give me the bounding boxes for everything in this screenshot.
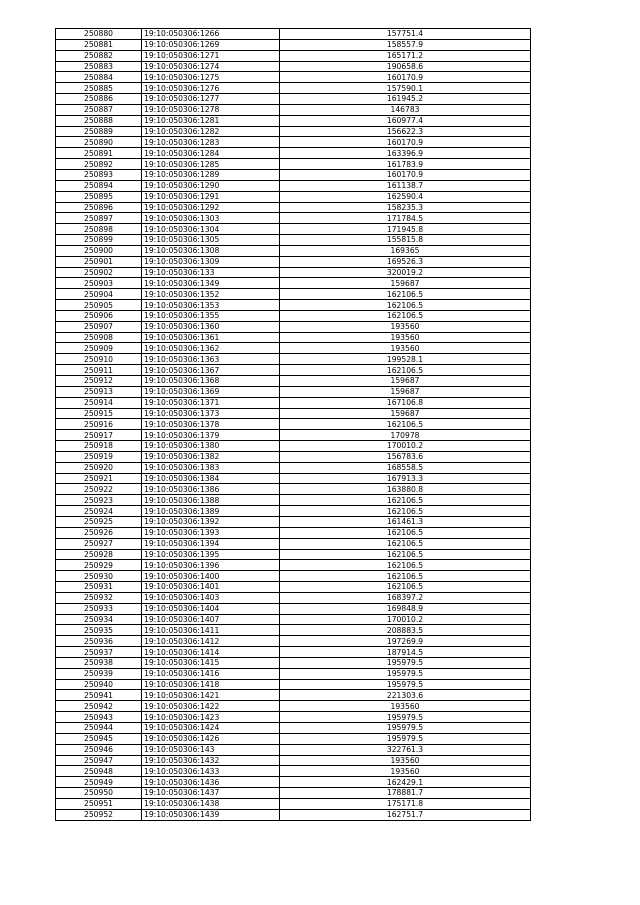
data-table bbox=[55, 28, 531, 821]
value-cell: 162106.5 bbox=[280, 300, 531, 311]
value-cell: 162106.5 bbox=[280, 310, 531, 321]
cadastral-number-cell: 19:10:050306:1436 bbox=[142, 777, 280, 788]
cadastral-number-cell: 19:10:050306:1393 bbox=[142, 527, 280, 538]
cadastral-number-cell: 19:10:050306:1368 bbox=[142, 376, 280, 387]
value-cell: 159687 bbox=[280, 408, 531, 419]
cadastral-number-cell: 19:10:050306:1290 bbox=[142, 180, 280, 191]
table-row bbox=[56, 224, 531, 235]
cadastral-number-cell: 19:10:050306:1278 bbox=[142, 104, 280, 115]
cadastral-number-cell: 19:10:050306:1282 bbox=[142, 126, 280, 137]
cadastral-number-cell: 19:10:050306:1379 bbox=[142, 430, 280, 441]
cadastral-number-cell: 19:10:050306:1292 bbox=[142, 202, 280, 213]
cadastral-number-cell: 19:10:050306:1309 bbox=[142, 256, 280, 267]
record-number-cell: 250882 bbox=[56, 50, 142, 61]
value-cell: 162106.5 bbox=[280, 289, 531, 300]
table-row bbox=[56, 159, 531, 170]
cadastral-number-cell: 19:10:050306:1369 bbox=[142, 386, 280, 397]
cadastral-number-cell: 19:10:050306:1396 bbox=[142, 560, 280, 571]
cadastral-number-cell: 19:10:050306:1421 bbox=[142, 690, 280, 701]
cadastral-number-cell: 19:10:050306:1373 bbox=[142, 408, 280, 419]
cadastral-number-cell: 19:10:050306:1371 bbox=[142, 397, 280, 408]
value-cell: 162106.5 bbox=[280, 495, 531, 506]
value-cell: 169848.9 bbox=[280, 603, 531, 614]
table-row bbox=[56, 126, 531, 137]
record-number-cell: 250907 bbox=[56, 321, 142, 332]
record-number-cell: 250909 bbox=[56, 343, 142, 354]
table-row bbox=[56, 462, 531, 473]
value-cell: 221303.6 bbox=[280, 690, 531, 701]
table-row bbox=[56, 213, 531, 224]
record-number-cell: 250893 bbox=[56, 169, 142, 180]
value-cell: 162106.5 bbox=[280, 538, 531, 549]
record-number-cell: 250948 bbox=[56, 766, 142, 777]
cadastral-number-cell: 19:10:050306:1353 bbox=[142, 300, 280, 311]
cadastral-number-cell: 19:10:050306:1388 bbox=[142, 495, 280, 506]
table-row bbox=[56, 169, 531, 180]
table-row bbox=[56, 278, 531, 289]
value-cell: 156783.6 bbox=[280, 451, 531, 462]
record-number-cell: 250903 bbox=[56, 278, 142, 289]
record-number-cell: 250937 bbox=[56, 647, 142, 658]
record-number-cell: 250917 bbox=[56, 430, 142, 441]
cadastral-number-cell: 19:10:050306:1392 bbox=[142, 516, 280, 527]
value-cell: 161783.9 bbox=[280, 159, 531, 170]
record-number-cell: 250939 bbox=[56, 668, 142, 679]
table-row bbox=[56, 419, 531, 430]
value-cell: 159687 bbox=[280, 376, 531, 387]
record-number-cell: 250916 bbox=[56, 419, 142, 430]
table-row bbox=[56, 235, 531, 246]
cadastral-number-cell: 19:10:050306:1274 bbox=[142, 61, 280, 72]
cadastral-number-cell: 19:10:050306:1303 bbox=[142, 213, 280, 224]
value-cell: 199528.1 bbox=[280, 354, 531, 365]
record-number-cell: 250897 bbox=[56, 213, 142, 224]
record-number-cell: 250920 bbox=[56, 462, 142, 473]
value-cell: 169526.3 bbox=[280, 256, 531, 267]
record-number-cell: 250888 bbox=[56, 115, 142, 126]
value-cell: 195979.5 bbox=[280, 733, 531, 744]
table-row bbox=[56, 712, 531, 723]
value-cell: 160170.9 bbox=[280, 72, 531, 83]
record-number-cell: 250911 bbox=[56, 365, 142, 376]
cadastral-number-cell: 19:10:050306:1285 bbox=[142, 159, 280, 170]
value-cell: 162106.5 bbox=[280, 560, 531, 571]
table-row bbox=[56, 115, 531, 126]
table-row bbox=[56, 289, 531, 300]
cadastral-number-cell: 19:10:050306:1363 bbox=[142, 354, 280, 365]
value-cell: 161138.7 bbox=[280, 180, 531, 191]
cadastral-number-cell: 19:10:050306:1415 bbox=[142, 657, 280, 668]
record-number-cell: 250884 bbox=[56, 72, 142, 83]
table-row bbox=[56, 408, 531, 419]
record-number-cell: 250942 bbox=[56, 701, 142, 712]
cadastral-number-cell: 19:10:050306:1389 bbox=[142, 506, 280, 517]
table-row bbox=[56, 310, 531, 321]
record-number-cell: 250885 bbox=[56, 83, 142, 94]
value-cell: 195979.5 bbox=[280, 668, 531, 679]
record-number-cell: 250946 bbox=[56, 744, 142, 755]
table-row bbox=[56, 690, 531, 701]
record-number-cell: 250929 bbox=[56, 560, 142, 571]
table-row bbox=[56, 39, 531, 50]
value-cell: 168397.2 bbox=[280, 592, 531, 603]
value-cell: 162751.7 bbox=[280, 809, 531, 820]
table-row bbox=[56, 202, 531, 213]
record-number-cell: 250935 bbox=[56, 625, 142, 636]
value-cell: 195979.5 bbox=[280, 657, 531, 668]
record-number-cell: 250949 bbox=[56, 777, 142, 788]
cadastral-number-cell: 19:10:050306:1438 bbox=[142, 798, 280, 809]
table-row bbox=[56, 679, 531, 690]
value-cell: 160977.4 bbox=[280, 115, 531, 126]
table-row bbox=[56, 451, 531, 462]
record-number-cell: 250952 bbox=[56, 809, 142, 820]
cadastral-number-cell: 19:10:050306:1404 bbox=[142, 603, 280, 614]
record-number-cell: 250894 bbox=[56, 180, 142, 191]
value-cell: 171784.5 bbox=[280, 213, 531, 224]
cadastral-number-cell: 19:10:050306:1361 bbox=[142, 332, 280, 343]
record-number-cell: 250880 bbox=[56, 29, 142, 40]
cadastral-number-cell: 19:10:050306:1362 bbox=[142, 343, 280, 354]
value-cell: 170010.2 bbox=[280, 441, 531, 452]
cadastral-number-cell: 19:10:050306:1414 bbox=[142, 647, 280, 658]
cadastral-number-cell: 19:10:050306:1412 bbox=[142, 636, 280, 647]
table-row bbox=[56, 354, 531, 365]
value-cell: 160170.9 bbox=[280, 169, 531, 180]
cadastral-number-cell: 19:10:050306:1305 bbox=[142, 235, 280, 246]
table-row bbox=[56, 332, 531, 343]
table-row bbox=[56, 83, 531, 94]
table-row bbox=[56, 245, 531, 256]
cadastral-number-cell: 19:10:050306:1266 bbox=[142, 29, 280, 40]
cadastral-number-cell: 19:10:050306:1439 bbox=[142, 809, 280, 820]
table-row bbox=[56, 582, 531, 593]
record-number-cell: 250943 bbox=[56, 712, 142, 723]
record-number-cell: 250900 bbox=[56, 245, 142, 256]
record-number-cell: 250924 bbox=[56, 506, 142, 517]
record-number-cell: 250890 bbox=[56, 137, 142, 148]
table-row bbox=[56, 137, 531, 148]
value-cell: 193560 bbox=[280, 701, 531, 712]
value-cell: 162106.5 bbox=[280, 419, 531, 430]
table-row bbox=[56, 527, 531, 538]
value-cell: 162106.5 bbox=[280, 527, 531, 538]
table-row bbox=[56, 376, 531, 387]
table-row bbox=[56, 809, 531, 820]
record-number-cell: 250915 bbox=[56, 408, 142, 419]
table-row bbox=[56, 267, 531, 278]
cadastral-number-cell: 19:10:050306:1378 bbox=[142, 419, 280, 430]
table-row bbox=[56, 798, 531, 809]
cadastral-number-cell: 19:10:050306:1401 bbox=[142, 582, 280, 593]
record-number-cell: 250904 bbox=[56, 289, 142, 300]
value-cell: 193560 bbox=[280, 321, 531, 332]
value-cell: 170010.2 bbox=[280, 614, 531, 625]
table-row bbox=[56, 733, 531, 744]
value-cell: 162106.5 bbox=[280, 582, 531, 593]
cadastral-number-cell: 19:10:050306:1418 bbox=[142, 679, 280, 690]
cadastral-number-cell: 19:10:050306:1360 bbox=[142, 321, 280, 332]
value-cell: 162429.1 bbox=[280, 777, 531, 788]
cadastral-number-cell: 19:10:050306:1283 bbox=[142, 137, 280, 148]
record-number-cell: 250947 bbox=[56, 755, 142, 766]
record-number-cell: 250889 bbox=[56, 126, 142, 137]
value-cell: 195979.5 bbox=[280, 723, 531, 734]
record-number-cell: 250919 bbox=[56, 451, 142, 462]
cadastral-number-cell: 19:10:050306:1437 bbox=[142, 788, 280, 799]
value-cell: 157590.1 bbox=[280, 83, 531, 94]
table-row bbox=[56, 657, 531, 668]
record-number-cell: 250927 bbox=[56, 538, 142, 549]
table-row bbox=[56, 788, 531, 799]
cadastral-number-cell: 19:10:050306:1424 bbox=[142, 723, 280, 734]
value-cell: 195979.5 bbox=[280, 679, 531, 690]
cadastral-number-cell: 19:10:050306:1269 bbox=[142, 39, 280, 50]
value-cell: 193560 bbox=[280, 343, 531, 354]
record-number-cell: 250899 bbox=[56, 235, 142, 246]
value-cell: 167106.8 bbox=[280, 397, 531, 408]
table-body bbox=[56, 29, 531, 821]
cadastral-number-cell: 19:10:050306:1395 bbox=[142, 549, 280, 560]
value-cell: 208883.5 bbox=[280, 625, 531, 636]
value-cell: 163396.9 bbox=[280, 148, 531, 159]
table-row bbox=[56, 538, 531, 549]
value-cell: 190658.6 bbox=[280, 61, 531, 72]
value-cell: 175171.8 bbox=[280, 798, 531, 809]
record-number-cell: 250925 bbox=[56, 516, 142, 527]
cadastral-number-cell: 19:10:050306:1277 bbox=[142, 94, 280, 105]
record-number-cell: 250934 bbox=[56, 614, 142, 625]
record-number-cell: 250918 bbox=[56, 441, 142, 452]
record-number-cell: 250896 bbox=[56, 202, 142, 213]
cadastral-number-cell: 19:10:050306:143 bbox=[142, 744, 280, 755]
value-cell: 322761.3 bbox=[280, 744, 531, 755]
table-row bbox=[56, 668, 531, 679]
table-row bbox=[56, 592, 531, 603]
value-cell: 158557.9 bbox=[280, 39, 531, 50]
table-row bbox=[56, 61, 531, 72]
record-number-cell: 250905 bbox=[56, 300, 142, 311]
table-row bbox=[56, 516, 531, 527]
cadastral-number-cell: 19:10:050306:1432 bbox=[142, 755, 280, 766]
record-number-cell: 250938 bbox=[56, 657, 142, 668]
record-number-cell: 250881 bbox=[56, 39, 142, 50]
table-row bbox=[56, 473, 531, 484]
value-cell: 159687 bbox=[280, 278, 531, 289]
record-number-cell: 250906 bbox=[56, 310, 142, 321]
cadastral-number-cell: 19:10:050306:1355 bbox=[142, 310, 280, 321]
table-row bbox=[56, 636, 531, 647]
value-cell: 146783 bbox=[280, 104, 531, 115]
value-cell: 158235.3 bbox=[280, 202, 531, 213]
record-number-cell: 250921 bbox=[56, 473, 142, 484]
cadastral-number-cell: 19:10:050306:1367 bbox=[142, 365, 280, 376]
cadastral-number-cell: 19:10:050306:1289 bbox=[142, 169, 280, 180]
record-number-cell: 250945 bbox=[56, 733, 142, 744]
record-number-cell: 250886 bbox=[56, 94, 142, 105]
value-cell: 193560 bbox=[280, 332, 531, 343]
value-cell: 193560 bbox=[280, 755, 531, 766]
record-number-cell: 250891 bbox=[56, 148, 142, 159]
cadastral-number-cell: 19:10:050306:1276 bbox=[142, 83, 280, 94]
record-number-cell: 250940 bbox=[56, 679, 142, 690]
value-cell: 193560 bbox=[280, 766, 531, 777]
value-cell: 168558.5 bbox=[280, 462, 531, 473]
record-number-cell: 250898 bbox=[56, 224, 142, 235]
table-row bbox=[56, 386, 531, 397]
record-number-cell: 250932 bbox=[56, 592, 142, 603]
value-cell: 157751.4 bbox=[280, 29, 531, 40]
table-row bbox=[56, 50, 531, 61]
table-row bbox=[56, 104, 531, 115]
table-row bbox=[56, 744, 531, 755]
record-number-cell: 250895 bbox=[56, 191, 142, 202]
record-number-cell: 250926 bbox=[56, 527, 142, 538]
table-row bbox=[56, 441, 531, 452]
record-number-cell: 250951 bbox=[56, 798, 142, 809]
value-cell: 155815.8 bbox=[280, 235, 531, 246]
table-row bbox=[56, 603, 531, 614]
cadastral-number-cell: 19:10:050306:1281 bbox=[142, 115, 280, 126]
table-row bbox=[56, 647, 531, 658]
value-cell: 162106.5 bbox=[280, 506, 531, 517]
cadastral-number-cell: 19:10:050306:133 bbox=[142, 267, 280, 278]
table-row bbox=[56, 94, 531, 105]
cadastral-number-cell: 19:10:050306:1426 bbox=[142, 733, 280, 744]
record-number-cell: 250930 bbox=[56, 571, 142, 582]
cadastral-number-cell: 19:10:050306:1386 bbox=[142, 484, 280, 495]
cadastral-number-cell: 19:10:050306:1384 bbox=[142, 473, 280, 484]
cadastral-number-cell: 19:10:050306:1382 bbox=[142, 451, 280, 462]
table-row bbox=[56, 256, 531, 267]
value-cell: 170978 bbox=[280, 430, 531, 441]
table-row bbox=[56, 495, 531, 506]
record-number-cell: 250883 bbox=[56, 61, 142, 72]
value-cell: 169365 bbox=[280, 245, 531, 256]
record-number-cell: 250910 bbox=[56, 354, 142, 365]
record-number-cell: 250914 bbox=[56, 397, 142, 408]
value-cell: 161945.2 bbox=[280, 94, 531, 105]
record-number-cell: 250887 bbox=[56, 104, 142, 115]
table-row bbox=[56, 321, 531, 332]
cadastral-number-cell: 19:10:050306:1380 bbox=[142, 441, 280, 452]
value-cell: 320019.2 bbox=[280, 267, 531, 278]
value-cell: 195979.5 bbox=[280, 712, 531, 723]
cadastral-number-cell: 19:10:050306:1383 bbox=[142, 462, 280, 473]
cadastral-number-cell: 19:10:050306:1284 bbox=[142, 148, 280, 159]
value-cell: 167913.3 bbox=[280, 473, 531, 484]
record-number-cell: 250901 bbox=[56, 256, 142, 267]
cadastral-number-cell: 19:10:050306:1400 bbox=[142, 571, 280, 582]
table-row bbox=[56, 560, 531, 571]
table-row bbox=[56, 180, 531, 191]
table-row bbox=[56, 625, 531, 636]
value-cell: 187914.5 bbox=[280, 647, 531, 658]
table-row bbox=[56, 191, 531, 202]
value-cell: 171945.8 bbox=[280, 224, 531, 235]
cadastral-number-cell: 19:10:050306:1271 bbox=[142, 50, 280, 61]
value-cell: 178881.7 bbox=[280, 788, 531, 799]
record-number-cell: 250902 bbox=[56, 267, 142, 278]
table-row bbox=[56, 777, 531, 788]
record-number-cell: 250950 bbox=[56, 788, 142, 799]
table-row bbox=[56, 755, 531, 766]
record-number-cell: 250933 bbox=[56, 603, 142, 614]
value-cell: 162590.4 bbox=[280, 191, 531, 202]
table-row bbox=[56, 571, 531, 582]
record-number-cell: 250936 bbox=[56, 636, 142, 647]
table-row bbox=[56, 723, 531, 734]
value-cell: 160170.9 bbox=[280, 137, 531, 148]
cadastral-number-cell: 19:10:050306:1403 bbox=[142, 592, 280, 603]
table-row bbox=[56, 343, 531, 354]
table-row bbox=[56, 506, 531, 517]
cadastral-number-cell: 19:10:050306:1411 bbox=[142, 625, 280, 636]
cadastral-number-cell: 19:10:050306:1433 bbox=[142, 766, 280, 777]
value-cell: 162106.5 bbox=[280, 365, 531, 376]
record-number-cell: 250928 bbox=[56, 549, 142, 560]
value-cell: 165171.2 bbox=[280, 50, 531, 61]
value-cell: 163880.8 bbox=[280, 484, 531, 495]
table-row bbox=[56, 148, 531, 159]
table-row bbox=[56, 430, 531, 441]
value-cell: 159687 bbox=[280, 386, 531, 397]
table-row bbox=[56, 549, 531, 560]
table-row bbox=[56, 300, 531, 311]
cadastral-number-cell: 19:10:050306:1349 bbox=[142, 278, 280, 289]
table-row bbox=[56, 614, 531, 625]
table-row bbox=[56, 29, 531, 40]
cadastral-number-cell: 19:10:050306:1275 bbox=[142, 72, 280, 83]
value-cell: 197269.9 bbox=[280, 636, 531, 647]
table-row bbox=[56, 72, 531, 83]
cadastral-number-cell: 19:10:050306:1304 bbox=[142, 224, 280, 235]
record-number-cell: 250892 bbox=[56, 159, 142, 170]
cadastral-number-cell: 19:10:050306:1394 bbox=[142, 538, 280, 549]
record-number-cell: 250941 bbox=[56, 690, 142, 701]
cadastral-number-cell: 19:10:050306:1407 bbox=[142, 614, 280, 625]
cadastral-number-cell: 19:10:050306:1416 bbox=[142, 668, 280, 679]
record-number-cell: 250908 bbox=[56, 332, 142, 343]
cadastral-number-cell: 19:10:050306:1308 bbox=[142, 245, 280, 256]
record-number-cell: 250922 bbox=[56, 484, 142, 495]
cadastral-number-cell: 19:10:050306:1423 bbox=[142, 712, 280, 723]
value-cell: 162106.5 bbox=[280, 571, 531, 582]
table-row bbox=[56, 766, 531, 777]
record-number-cell: 250931 bbox=[56, 582, 142, 593]
value-cell: 161461.3 bbox=[280, 516, 531, 527]
record-number-cell: 250912 bbox=[56, 376, 142, 387]
table-row bbox=[56, 365, 531, 376]
record-number-cell: 250923 bbox=[56, 495, 142, 506]
record-number-cell: 250944 bbox=[56, 723, 142, 734]
cadastral-number-cell: 19:10:050306:1291 bbox=[142, 191, 280, 202]
record-number-cell: 250913 bbox=[56, 386, 142, 397]
cadastral-number-cell: 19:10:050306:1422 bbox=[142, 701, 280, 712]
table-row bbox=[56, 397, 531, 408]
value-cell: 162106.5 bbox=[280, 549, 531, 560]
cadastral-number-cell: 19:10:050306:1352 bbox=[142, 289, 280, 300]
value-cell: 156622.3 bbox=[280, 126, 531, 137]
table-row bbox=[56, 701, 531, 712]
table-row bbox=[56, 484, 531, 495]
